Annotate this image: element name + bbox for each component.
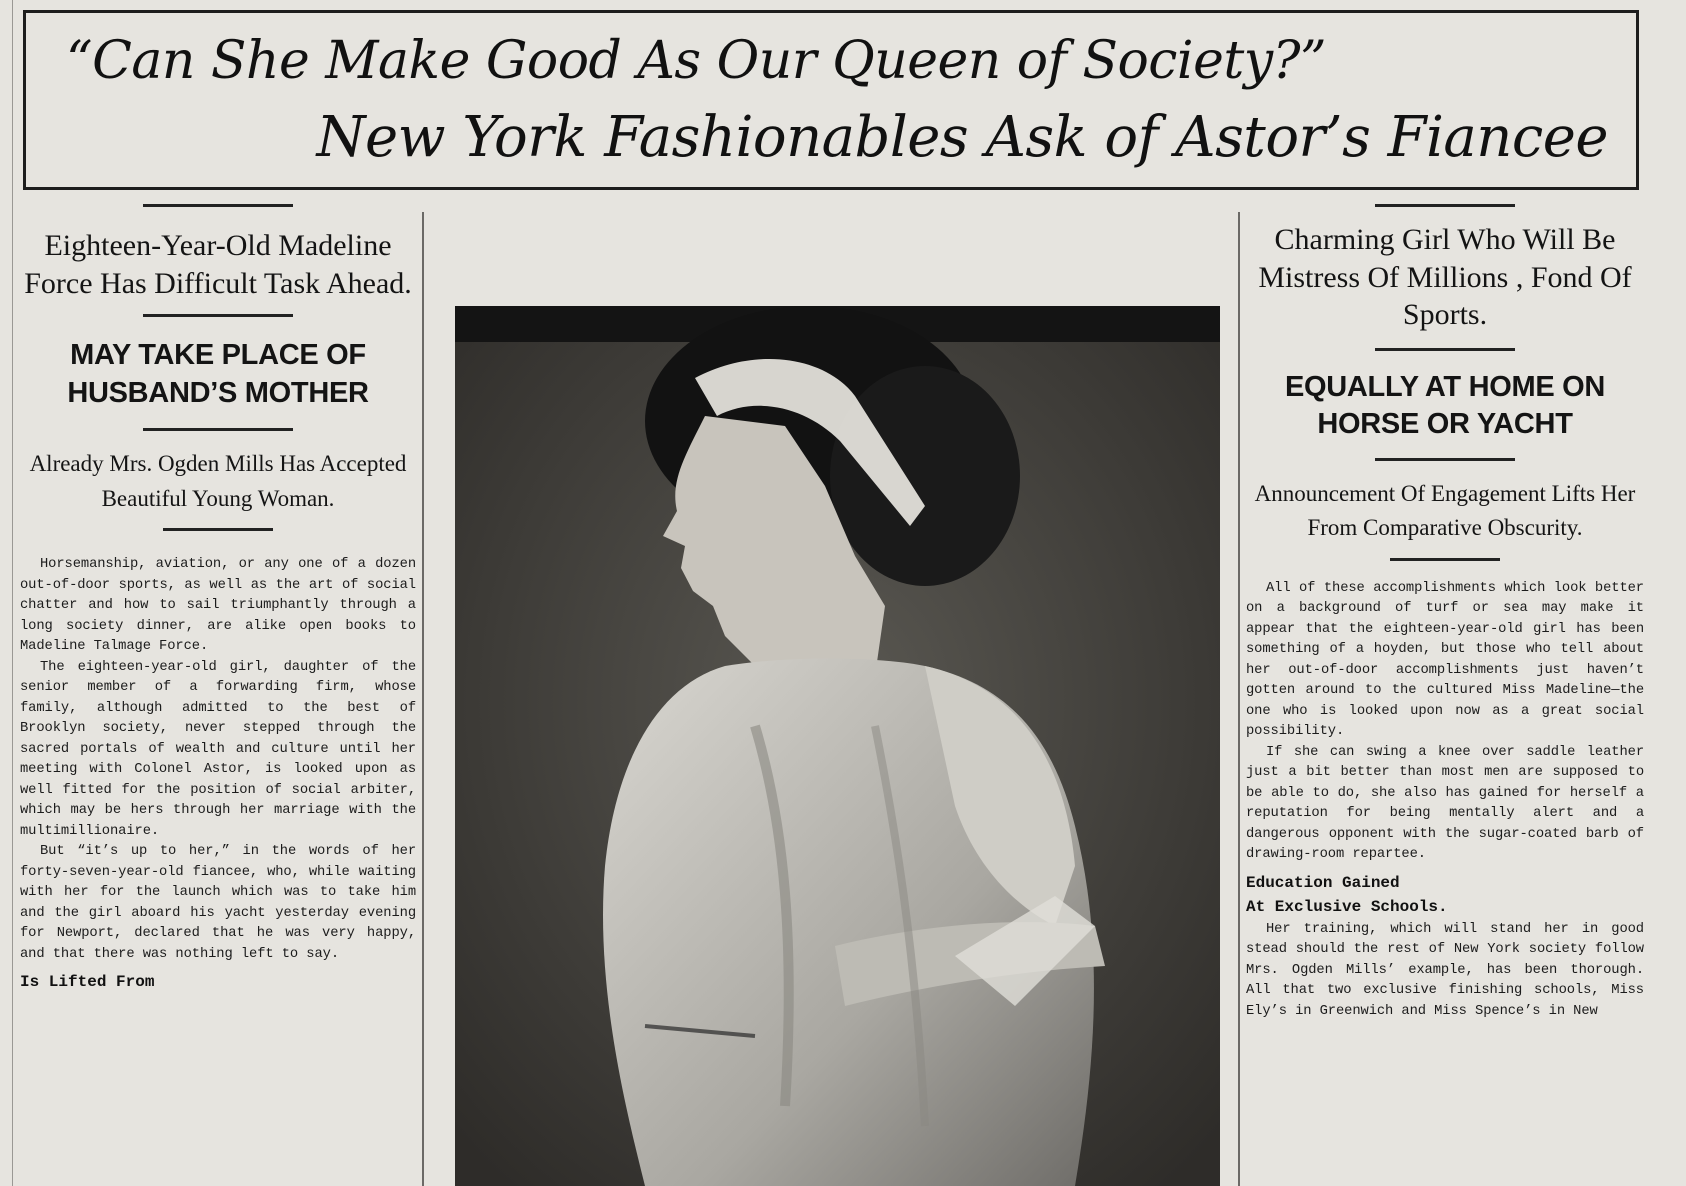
right-article-body	[1246, 579, 1644, 866]
headline-box	[23, 10, 1639, 190]
left-paragraph: The eighteen-year-old girl, daughter of the senior member of a forwarding firm, whose family, although admitted to the best of Brooklyn society, never stepped through the sacred portals of wealth and culture until her meeting with Colonel Astor, is looked upon as well fitted for the position of social arbiter, which may be hers through her marriage with the multimillionaire.	[20, 659, 416, 839]
headline-line-2: New York Fashionables Ask of Astor’s Fiancee	[316, 105, 1608, 170]
left-deck-3: Already Mrs. Ogden Mills Has Accepted Beautiful Young Woman.	[29, 451, 407, 511]
left-subhead: Is Lifted From	[20, 973, 155, 992]
headline-line-1: “Can She Make Good As Our Queen of Society?”	[66, 31, 1327, 91]
right-deck-2: EQUALLY AT HOME ON HORSE OR YACHT	[1284, 370, 1606, 441]
right-paragraph: Her training, which will stand her in good stead should the rest of New York society follow Mrs. Ogden Mills’ example, has been thorough. All that two exclusive finishing schools, Miss Ely’s in Greenwich and Miss Spence’s in New	[1246, 921, 1644, 1019]
portrait-photograph	[455, 306, 1220, 1186]
left-deck-2: MAY TAKE PLACE OF HUSBAND’S MOTHER	[67, 339, 369, 409]
left-article-body	[20, 555, 416, 965]
deck-rule	[1390, 558, 1500, 561]
left-article-column	[20, 204, 416, 995]
right-deck-3: Announcement Of Engagement Lifts Her From Comparative Obscurity.	[1254, 480, 1636, 541]
left-paragraph: Horsemanship, aviation, or any one of a dozen out-of-door sports, as well as the art of social chatter and how to sail triumphantly through a long society dinner, are alike open books to Madeline Talmage Force.	[20, 557, 416, 655]
right-deck-1: Charming Girl Who Will Be Mistress Of Millions , Fond Of Sports.	[1258, 223, 1632, 331]
right-subhead-2: At Exclusive Schools.	[1246, 897, 1448, 916]
right-article-body-continued	[1246, 920, 1644, 1023]
column-divider	[1238, 212, 1240, 1186]
deck-rule	[163, 528, 273, 531]
portrait-illustration	[455, 306, 1220, 1186]
left-deck-1: Eighteen-Year-Old Madeline Force Has Difficult Task Ahead.	[24, 229, 412, 300]
right-article-column	[1246, 204, 1644, 1022]
deck-rule	[143, 314, 293, 317]
right-paragraph: All of these accomplishments which look better on a background of turf or sea may make it appear that the eighteen-year-old girl has been something of a hoyden, but those who tell about her out-of-door accomplishments just haven’t gotten around to the cultured Miss Madeline—the one who is looked upon now as a great social possibility.	[1246, 580, 1644, 740]
left-paragraph: But “it’s up to her,” in the words of her forty-seven-year-old fiancee, who, while waiting with her for the launch which was to take him and the girl aboard his yacht yesterday evening for Newport, declared that he was very happy, and that there was nothing left to say.	[20, 844, 416, 962]
column-divider	[422, 212, 424, 1186]
deck-rule	[1375, 204, 1515, 207]
right-paragraph: If she can swing a knee over saddle leather just a bit better than most men are supposed to be able to do, she also has gained for herself a reputation for being mentally alert and a dangerous opponent with the sugar-coated barb of drawing-room repartee.	[1246, 744, 1644, 863]
deck-rule	[143, 204, 293, 207]
deck-rule	[143, 428, 293, 431]
adjacent-column-edge	[0, 0, 13, 1186]
deck-rule	[1375, 458, 1515, 461]
deck-rule	[1375, 348, 1515, 351]
right-subhead-1: Education Gained	[1246, 873, 1400, 892]
